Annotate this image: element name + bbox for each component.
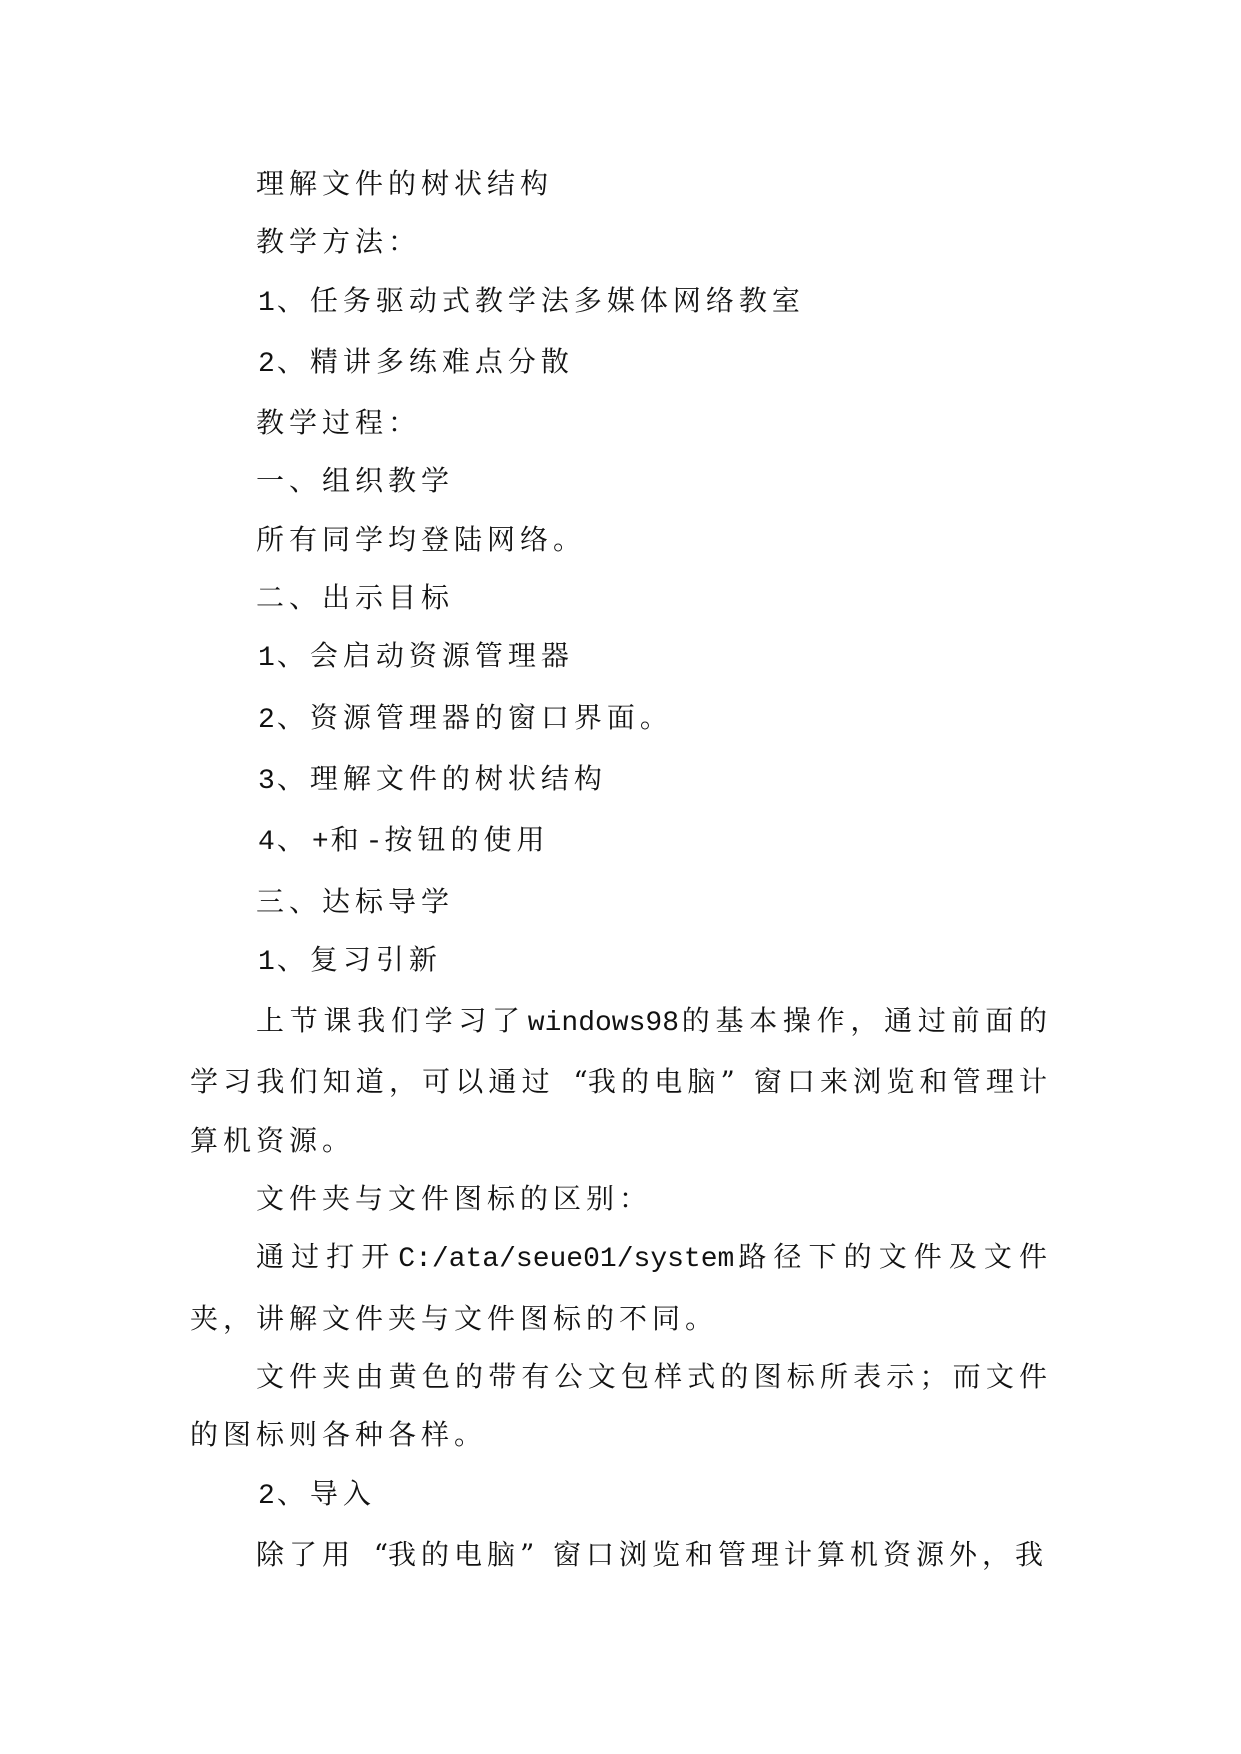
paragraph-heading: 文件夹与文件图标的区别：	[256, 1182, 653, 1216]
list-item: 3、理解文件的树状结构	[258, 761, 607, 797]
paragraph: 上节课我们学习了windows98的基本操作，通过前面的学习我们知道，可以通过 “我的电脑” 窗口来浏览和管理计算机资源。	[190, 1004, 1052, 1157]
subsection-heading: 2、导入	[258, 1476, 376, 1512]
paragraph: 所有同学均登陆网络。	[256, 522, 587, 556]
list-item: 2、精讲多练难点分散	[258, 344, 574, 380]
step-heading: 二、出示目标	[256, 581, 455, 615]
list-item: 1、会启动资源管理器	[258, 639, 574, 675]
step-heading: 三、达标导学	[256, 884, 455, 918]
paragraph: 除了用 “我的电脑” 窗口浏览和管理计算机资源外，我	[256, 1537, 1049, 1571]
list-item: 1、任务驱动式教学法多媒体网络教室	[258, 283, 805, 319]
list-item: 4、+和-按钮的使用	[258, 823, 550, 859]
subsection-heading: 1、复习引新	[258, 942, 442, 978]
section-heading: 教学方法：	[256, 225, 422, 259]
paragraph: 文件夹由黄色的带有公文包样式的图标所表示；而文件的图标则各种各样。	[190, 1359, 1052, 1452]
document-body	[190, 155, 1052, 1584]
paragraph: 通过打开C:/ata/seue01/system路径下的文件及文件夹，讲解文件夹与文件图标的不同。	[190, 1240, 1052, 1335]
list-item: 2、资源管理器的窗口界面。	[258, 700, 673, 736]
section-heading: 教学过程：	[256, 406, 422, 440]
step-heading: 一、组织教学	[256, 464, 455, 498]
paragraph: 理解文件的树状结构	[256, 167, 554, 200]
